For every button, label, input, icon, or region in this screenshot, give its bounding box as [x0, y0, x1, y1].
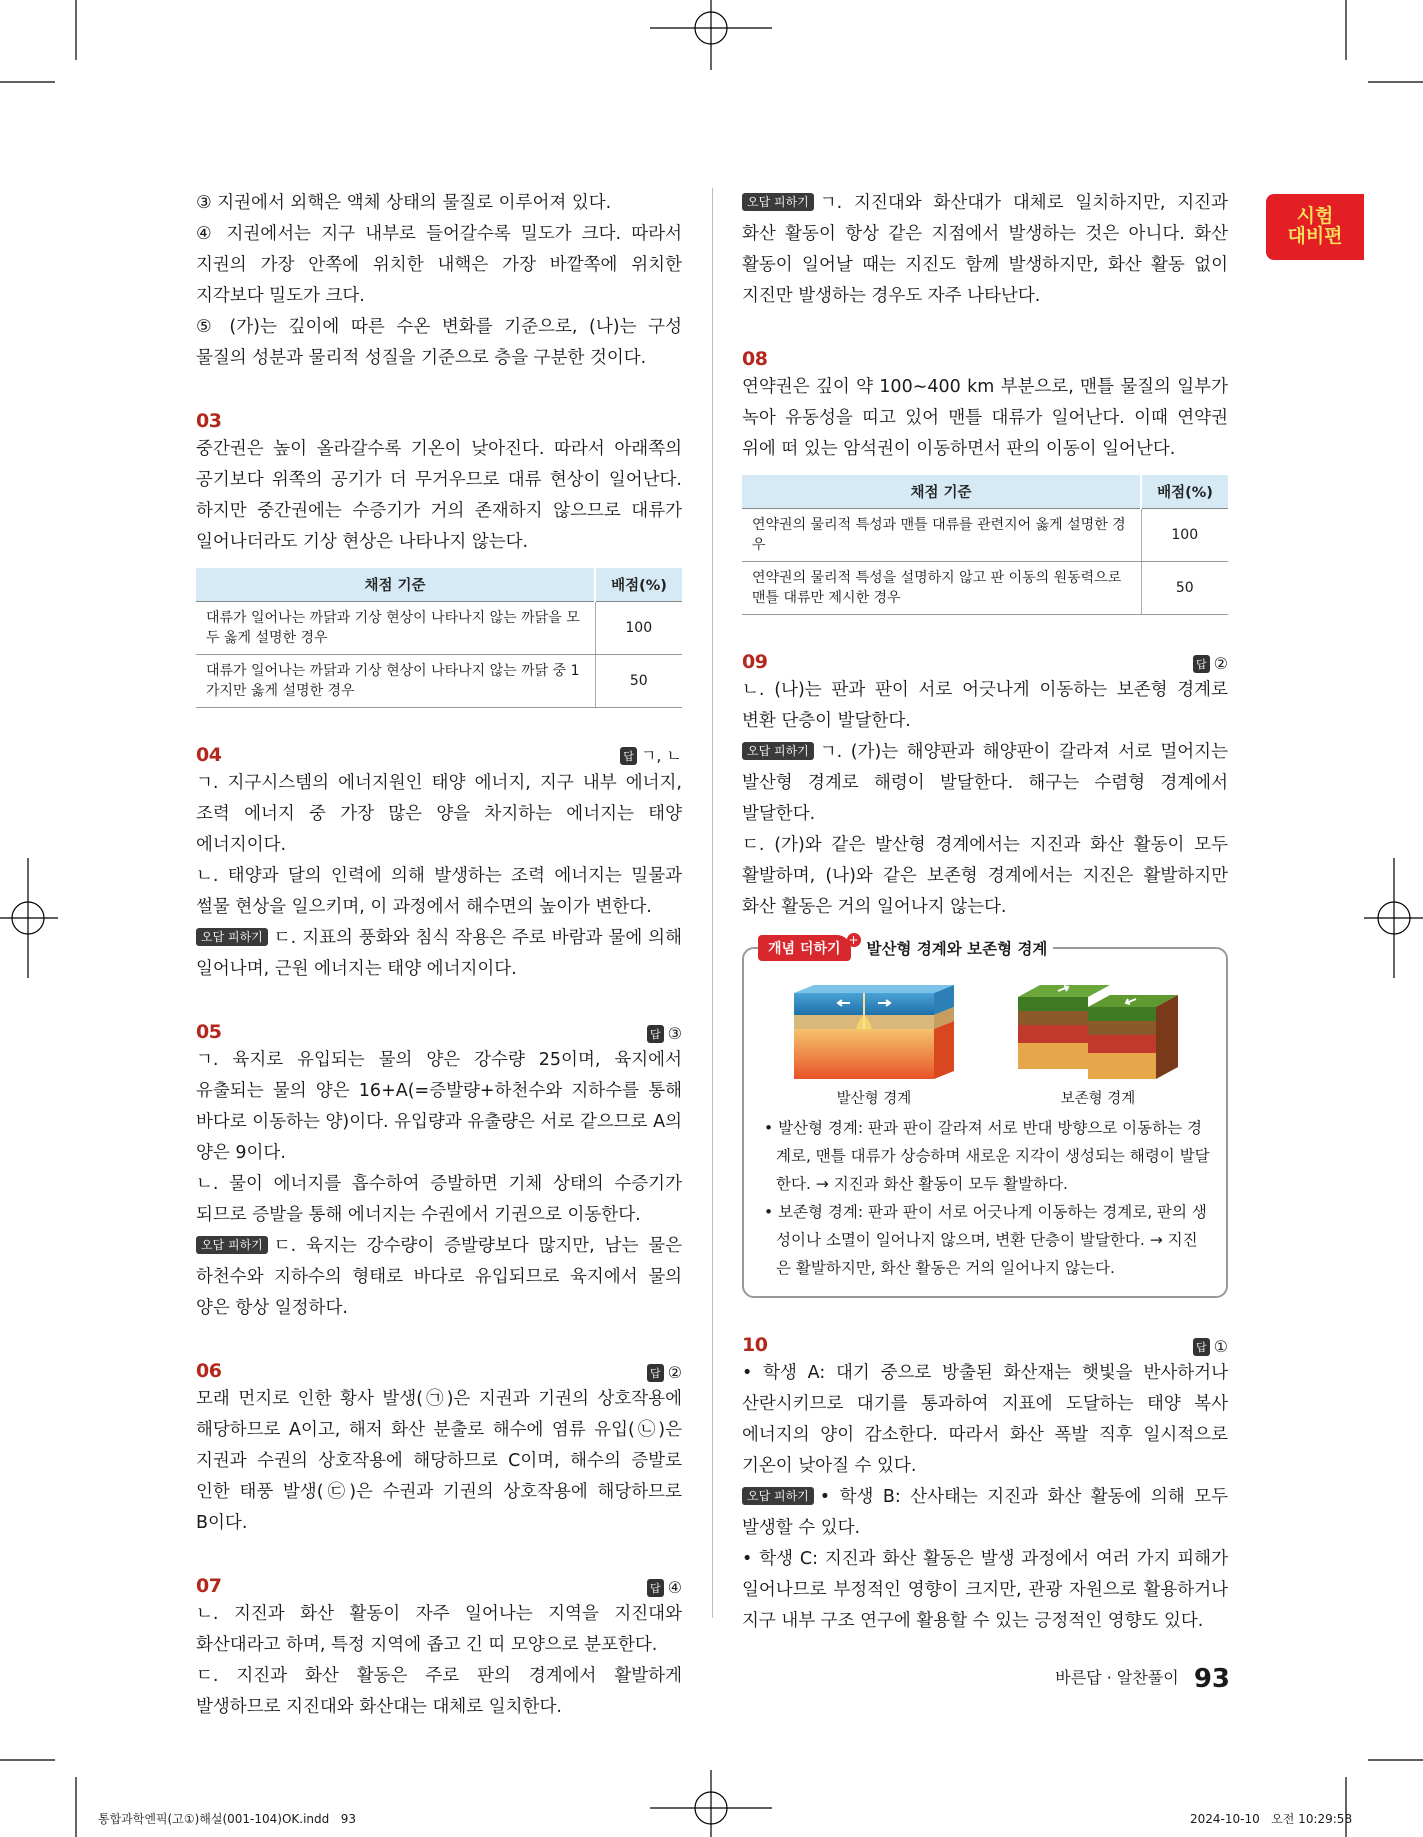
table-header-criteria: 채점 기준: [742, 475, 1141, 509]
answer-mark: 답: [1193, 655, 1210, 673]
q08-scoring-table: [742, 475, 1228, 615]
answer-value: ④: [667, 1578, 682, 1597]
q04-line: [196, 923, 682, 985]
answer-label: [1193, 1337, 1228, 1356]
table-cell: 100: [595, 602, 682, 655]
table-row: [196, 655, 682, 708]
question-number: 08: [742, 348, 768, 370]
table-cell: 연약권의 물리적 특성과 맨틀 대류를 관련지어 옳게 설명한 경우: [742, 509, 1141, 562]
answer-value: ㄱ, ㄴ: [640, 746, 682, 765]
transform-figure: [1018, 983, 1178, 1108]
q05-line-text: ㄷ. 육지는 강수량이 증발량보다 많지만, 남는 물은 하천수와 지하수의 형태로 바다로 유입되므로 육지에서 물의 양은 항상 일정하다.: [196, 1236, 682, 1318]
q10-line-text: • 학생 B: 산사태는 지진과 화산 활동에 의해 모두 발생할 수 있다.: [742, 1487, 1228, 1538]
q07-header: [196, 1565, 682, 1597]
q03-explanation: 중간권은 높이 올라갈수록 기온이 낮아진다. 따라서 아래쪽의 공기보다 위쪽의 공기가 더 무거우므로 대류 현상이 일어난다. 하지만 중간권에는 수증기가 거의 존재하지 않으므로 대류가 일어나더라도 기상 현상은 나타나지 않는다.: [196, 439, 683, 552]
divergent-boundary-illustration: [794, 983, 954, 1083]
concept-box: [742, 933, 1228, 1298]
plus-icon: +: [848, 933, 859, 947]
question-number: 04: [196, 744, 222, 766]
q07-continued: [742, 188, 1228, 312]
q04-line: ㄴ. 태양과 달의 인력에 의해 발생하는 조력 에너지는 밀물과 썰물 현상을 일으키며, 이 과정에서 해수면의 높이가 변한다.: [196, 866, 682, 917]
q09-line: ㄴ. (나)는 판과 판이 서로 어긋나게 이동하는 보존형 경계로 변환 단층이 발달한다.: [742, 680, 1228, 731]
table-cell: 대류가 일어나는 까닭과 기상 현상이 나타나지 않는 까닭 중 1가지만 옳게 설명한 경우: [196, 655, 595, 708]
answer-value: ②: [667, 1363, 682, 1382]
q09-header: [742, 641, 1228, 673]
table-header-criteria: 채점 기준: [196, 568, 595, 602]
q06-header: [196, 1350, 682, 1382]
side-tab-line2: 대비편: [1287, 225, 1343, 247]
answer-mark: 답: [1193, 1338, 1210, 1356]
question-number: 03: [196, 410, 222, 432]
table-cell: 100: [1141, 509, 1228, 562]
wrong-answer-tag: 오답 피하기: [742, 193, 814, 211]
answer-value: ①: [1213, 1337, 1228, 1356]
q07-line: ㄴ. 지진과 화산 활동이 자주 일어나는 지역을 지진대와 화산대라고 하며, 특정 지역에 좁고 긴 띠 모양으로 분포한다.: [196, 1604, 682, 1655]
column-divider: [712, 188, 713, 1618]
q05-line: ㄱ. 육지로 유입되는 물의 양은 강수량 25이며, 육지에서 유출되는 물의 양은 16+A(=증발량+하천수와 지하수를 통해 바다로 이동하는 양)이다. 유입량과 유출량은 서로 같으므로 A의 양은 9이다.: [196, 1050, 682, 1163]
answer-mark: 답: [647, 1364, 664, 1382]
answer-label: [620, 743, 682, 766]
answer-value: ②: [1213, 654, 1228, 673]
side-tab: [1266, 194, 1364, 260]
intro-item-3: ③ 지권에서 외핵은 액체 상태의 물질로 이루어져 있다.: [196, 193, 612, 213]
q07-continued-text: ㄱ. 지진대와 화산대가 대체로 일치하지만, 지진과 화산 활동이 항상 같은 지점에서 발생하는 것은 아니다. 화산 활동이 일어날 때는 지진도 함께 발생하지만, 화산 활동 없이 지진만 발생하는 경우도 자주 나타난다.: [742, 193, 1228, 306]
concept-bullet-transform: • 보존형 경계: 판과 판이 서로 어긋나게 이동하는 경계로, 판의 생성이나 소멸이 일어나지 않으며, 변환 단층이 발달한다. → 지진은 활발하지만, 화산 활동은 거의 일어나지 않는다.: [764, 1203, 1207, 1277]
table-cell: 50: [1141, 562, 1228, 615]
answer-label: [647, 1024, 682, 1043]
concept-heading: 발산형 경계와 보존형 경계: [866, 940, 1048, 958]
table-row: [742, 562, 1228, 615]
boundary-figures: [762, 983, 1210, 1108]
q10-header: [742, 1324, 1228, 1356]
print-slug-file: 통합과학엔픽(고①)해설(001-104)OK.indd 93: [98, 1812, 356, 1826]
table-header-points: 배점(%): [1141, 475, 1228, 509]
question-number: 07: [196, 1575, 222, 1597]
transform-caption: 보존형 경계: [1060, 1091, 1136, 1107]
table-row: [742, 509, 1228, 562]
concept-title: [758, 935, 1053, 961]
question-number: 05: [196, 1021, 222, 1043]
q09-line: [742, 737, 1228, 830]
wrong-answer-tag: 오답 피하기: [196, 928, 268, 946]
left-column: [196, 188, 682, 1723]
page-number: 93: [1193, 1664, 1230, 1694]
q06-explanation: 모래 먼지로 인한 황사 발생(㉠)은 지권과 기권의 상호작용에 해당하므로 A이고, 해저 화산 분출로 해수에 염류 유입(㉡)은 지권과 수권의 상호작용에 해당하므로 C이며, 해수의 증발로 인한 태풍 발생(㉢)은 수권과 기권의 상호작용에 해당하므로 B이다.: [196, 1389, 682, 1533]
answer-label: [647, 1363, 682, 1382]
page-footer: [900, 1664, 1230, 1694]
answer-value: ③: [667, 1024, 682, 1043]
table-row: [196, 602, 682, 655]
answer-mark: 답: [647, 1025, 664, 1043]
divergent-figure: [794, 983, 954, 1108]
answer-label: [647, 1578, 682, 1597]
q04-header: [196, 734, 682, 766]
q08-header: [742, 338, 1228, 370]
wrong-answer-tag: 오답 피하기: [742, 1487, 814, 1505]
q07-line: ㄷ. 지진과 화산 활동은 주로 판의 경계에서 활발하게 발생하므로 지진대와 화산대는 대체로 일치한다.: [196, 1666, 682, 1717]
q04-line: ㄱ. 지구시스템의 에너지원인 태양 에너지, 지구 내부 에너지, 조력 에너지 중 가장 많은 양을 차지하는 에너지는 태양 에너지이다.: [196, 773, 682, 855]
table-cell: 대류가 일어나는 까닭과 기상 현상이 나타나지 않는 까닭을 모두 옳게 설명한 경우: [196, 602, 595, 655]
q03-scoring-table: [196, 568, 682, 708]
q09-line-text: ㄱ. (가)는 해양판과 해양판이 갈라져 서로 멀어지는 발산형 경계로 해령이 발달한다. 해구는 수렴형 경계에서 발달한다.: [742, 742, 1228, 824]
intro-item-4: ④ 지권에서는 지구 내부로 들어갈수록 밀도가 크다. 따라서 지권의 가장 안쪽에 위치한 내핵은 가장 바깥쪽에 위치한 지각보다 밀도가 크다.: [196, 224, 682, 306]
concept-bullet-divergent: • 발산형 경계: 판과 판이 갈라져 서로 반대 방향으로 이동하는 경계로, 맨틀 대류가 상승하며 새로운 지각이 생성되는 해령이 발달한다. → 지진과 화산 활동이 모두 활발하다.: [764, 1119, 1210, 1193]
q05-header: [196, 1011, 682, 1043]
question-number: 10: [742, 1334, 768, 1356]
intro-item-5: ⑤ (가)는 깊이에 따른 수온 변화를 기준으로, (나)는 구성 물질의 성분과 물리적 성질을 기준으로 층을 구분한 것이다.: [196, 317, 682, 368]
divergent-caption: 발산형 경계: [836, 1091, 912, 1107]
concept-badge: 개념 더하기: [758, 935, 851, 961]
side-tab-line1: 시험: [1296, 205, 1334, 227]
q08-explanation: 연약권은 깊이 약 100∼400 km 부분으로, 맨틀 물질의 일부가 녹아 유동성을 띠고 있어 맨틀 대류가 일어난다. 이때 연약권 위에 떠 있는 암석권이 이동하면서 판의 이동이 일어난다.: [742, 377, 1228, 459]
answer-mark: 답: [647, 1579, 664, 1597]
table-cell: 50: [595, 655, 682, 708]
right-column: [742, 188, 1228, 1637]
q10-line: [742, 1482, 1228, 1544]
q03-header: [196, 400, 682, 432]
q05-line: [196, 1231, 682, 1324]
print-slug-date: 2024-10-10 오전 10:29:58: [1190, 1812, 1353, 1826]
q09-line: ㄷ. (가)와 같은 발산형 경계에서는 지진과 화산 활동이 모두 활발하며, (나)와 같은 보존형 경계에서는 지진은 활발하지만 화산 활동은 거의 일어나지 않는다.: [742, 835, 1228, 917]
table-header-points: 배점(%): [595, 568, 682, 602]
table-cell: 연약권의 물리적 특성을 설명하지 않고 판 이동의 원동력으로 맨틀 대류만 제시한 경우: [742, 562, 1141, 615]
question-number: 06: [196, 1360, 222, 1382]
footer-label: 바른답 · 알찬풀이: [1055, 1668, 1179, 1687]
transform-boundary-illustration: [1018, 983, 1178, 1083]
q04-line-text: ㄷ. 지표의 풍화와 침식 작용은 주로 바람과 물에 의해 일어나며, 근원 에너지는 태양 에너지이다.: [196, 928, 682, 979]
wrong-answer-tag: 오답 피하기: [196, 1236, 268, 1254]
answer-mark: 답: [620, 747, 637, 765]
wrong-answer-tag: 오답 피하기: [742, 742, 814, 760]
q05-line: ㄴ. 물이 에너지를 흡수하여 증발하면 기체 상태의 수증기가 되므로 증발을 통해 에너지는 수권에서 기권으로 이동한다.: [196, 1174, 682, 1225]
answer-label: [1193, 654, 1228, 673]
q10-line: • 학생 A: 대기 중으로 방출된 화산재는 햇빛을 반사하거나 산란시키므로 대기를 통과하여 지표에 도달하는 태양 복사 에너지의 양이 감소한다. 따라서 화산 폭발 직후 일시적으로 기온이 낮아질 수 있다.: [742, 1363, 1228, 1476]
question-number: 09: [742, 651, 768, 673]
q10-line: • 학생 C: 지진과 화산 활동은 발생 과정에서 여러 가지 피해가 일어나므로 부정적인 영향이 크지만, 관광 자원으로 활용하거나 지구 내부 구조 연구에 활용할 수 있는 긍정적인 영향도 있다.: [742, 1549, 1228, 1631]
